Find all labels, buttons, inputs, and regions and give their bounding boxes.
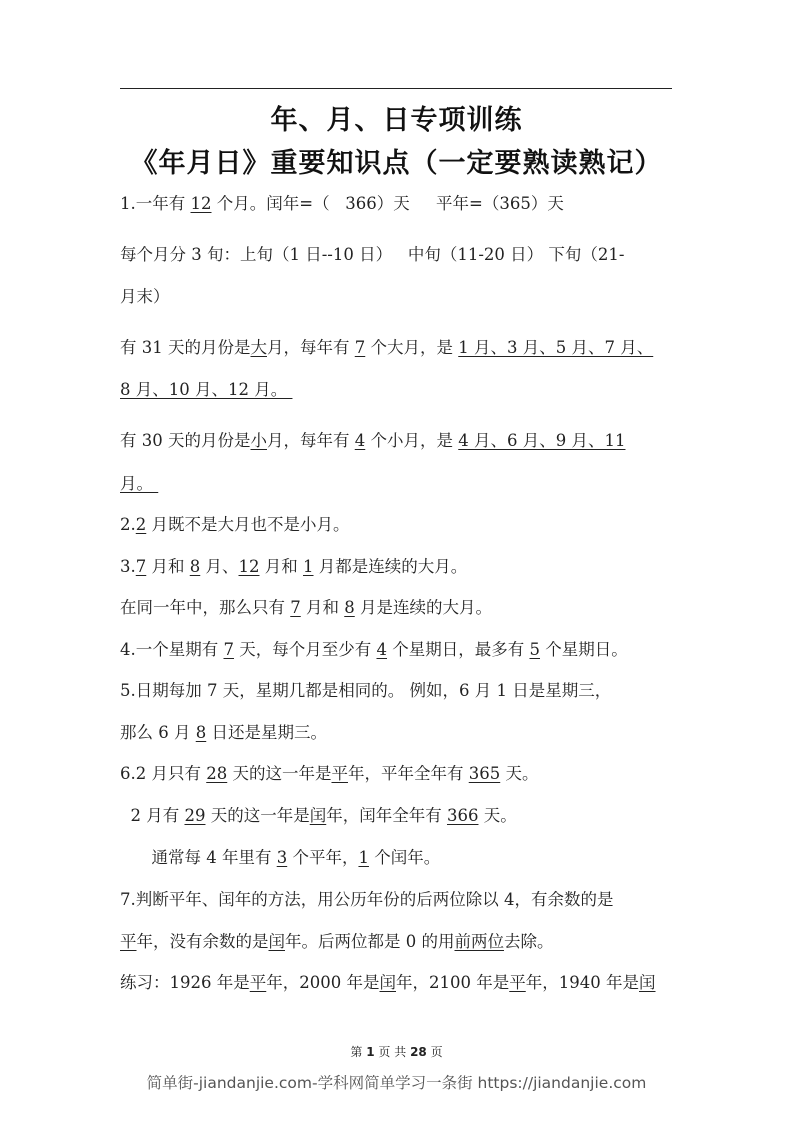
header-rule [120, 88, 672, 89]
text-line [120, 636, 628, 660]
answer-blank: 1 [358, 848, 369, 867]
answer-blank: 平 [331, 764, 348, 783]
answer-blank: 28 [206, 764, 228, 783]
answer-blank: 8 月、10 月、12 月。 [120, 380, 293, 399]
text-segment: 2 月有 [120, 806, 185, 825]
text-segment: 有 30 天的月份是 [120, 431, 251, 450]
answer-blank: 闰 [379, 973, 396, 992]
text-segment: 天。 [500, 764, 539, 783]
text-line [120, 802, 517, 826]
text-segment: 天的这一年是 [227, 764, 332, 783]
answer-blank: 4 [376, 640, 387, 659]
text-line [120, 594, 492, 618]
text-segment: 7.判断平年、闰年的方法，用公历年份的后两位除以 4，有余数的是 [120, 890, 614, 909]
text-segment: 年，平年全年有 [347, 764, 469, 783]
text-segment: 6.2 月只有 [120, 764, 207, 783]
text-line [120, 760, 538, 784]
answer-blank: 7 [223, 640, 234, 659]
answer-blank: 3 [276, 848, 288, 867]
answer-blank: 闰 [639, 973, 656, 992]
answer-blank: 月。 [120, 474, 159, 493]
answer-blank: 前两位 [454, 932, 504, 951]
text-segment: 年。后两位都是 0 的用 [285, 932, 455, 951]
text-segment: 在同一年中，那么只有 [120, 598, 291, 617]
text-segment: 月和 [259, 557, 303, 576]
text-segment: 月和 [300, 598, 345, 617]
text-segment: 月，每年有 [267, 431, 355, 450]
answer-blank: 7 [135, 557, 147, 576]
text-line [120, 334, 653, 358]
answer-blank: 2 [135, 515, 147, 534]
text-segment: 天。 [478, 806, 517, 825]
text-segment: 有 31 天的月份是 [120, 338, 251, 357]
text-line [120, 886, 614, 910]
text-segment: 月既不是大月也不是小月。 [146, 515, 350, 534]
text-segment: 月是连续的大月。 [354, 598, 492, 617]
text-segment: 4.一个星期有 [120, 640, 224, 659]
answer-blank: 闰 [268, 932, 285, 951]
page-suffix: 页 [430, 1045, 443, 1059]
text-segment: 月和 [146, 557, 190, 576]
text-segment: 个小月，是 [365, 431, 459, 450]
text-line [120, 511, 350, 535]
text-segment: 个月。闰年=（ 366）天 平年=（365）天 [211, 194, 564, 213]
answer-blank: 平 [249, 973, 267, 992]
text-line [120, 553, 467, 577]
page-number [0, 1043, 793, 1060]
text-segment: 2. [120, 515, 136, 534]
text-segment: 去除。 [504, 932, 554, 951]
answer-blank: 4 月、6 月、9 月、11 [458, 431, 626, 450]
text-segment: 3. [120, 557, 136, 576]
text-segment: 1.一年有 [120, 194, 191, 213]
page-mid: 页 共 [378, 1045, 407, 1059]
text-segment: 天的这一年是 [205, 806, 310, 825]
text-line [120, 969, 656, 993]
answer-blank: 平 [509, 973, 526, 992]
answer-blank: 7 [290, 598, 301, 617]
text-segment: 那么 6 月 [120, 723, 196, 742]
answer-blank: 5 [529, 640, 540, 659]
text-segment: 年，2000 年是 [266, 973, 380, 992]
text-segment: 月，每年有 [267, 338, 355, 357]
text-line [120, 844, 440, 868]
page-current: 1 [366, 1045, 375, 1059]
document-subtitle: 《年月日》重要知识点（一定要熟读熟记） [130, 148, 663, 179]
text-line [120, 677, 611, 701]
text-segment: 个闰年。 [368, 848, 441, 867]
site-watermark: 简单街-jiandanjie.com-学科网简单学习一条街 https://jiandanjie.com [146, 1074, 647, 1092]
answer-blank: 1 [303, 557, 314, 576]
answer-blank: 366 [446, 806, 479, 825]
document-title: 年、月、日专项训练 [270, 105, 523, 136]
text-segment: 个星期日。 [540, 640, 628, 659]
text-segment: 个大月，是 [365, 338, 459, 357]
text-segment: 通常每 4 年里有 [120, 848, 277, 867]
text-segment: 日还是星期三。 [206, 723, 327, 742]
answer-blank: 365 [468, 764, 501, 783]
text-segment: 练习：1926 年是 [120, 973, 250, 992]
text-segment: 5.日期每加 7 天，星期几都是相同的。 例如，6 月 1 日是星期三， [120, 681, 612, 700]
text-segment: 月、 [200, 557, 239, 576]
answer-blank: 7 [354, 338, 366, 357]
answer-blank: 8 [195, 723, 207, 742]
text-line [120, 283, 170, 307]
answer-blank: 8 [344, 598, 355, 617]
text-segment: 年，没有余数的是 [136, 932, 269, 951]
text-segment: 年，1940 年是 [525, 973, 639, 992]
text-segment: 个平年， [287, 848, 359, 867]
text-line [120, 241, 624, 265]
answer-blank: 12 [238, 557, 260, 576]
text-segment: 月末） [120, 287, 170, 306]
text-line [120, 190, 564, 214]
answer-blank: 4 [354, 431, 366, 450]
text-segment: 年，2100 年是 [396, 973, 510, 992]
text-segment: 个星期日，最多有 [387, 640, 530, 659]
answer-blank: 小 [250, 431, 267, 450]
text-segment: 每个月分 3 旬：上旬（1 日--10 日） 中旬（11-20 日） 下旬（21- [120, 245, 625, 264]
answer-blank: 1 月、3 月、5 月、7 月、 [458, 338, 654, 357]
answer-blank: 平 [120, 932, 137, 951]
answer-blank: 闰 [309, 806, 327, 825]
text-segment: 天，每个月至少有 [234, 640, 377, 659]
text-line [120, 470, 158, 494]
text-line [120, 928, 554, 952]
text-line [120, 427, 625, 451]
text-segment: 年，闰年全年有 [326, 806, 447, 825]
page-total: 28 [410, 1045, 427, 1059]
page-prefix: 第 [350, 1045, 363, 1059]
answer-blank: 12 [190, 194, 212, 213]
text-line [120, 719, 327, 743]
answer-blank: 大 [250, 338, 267, 357]
answer-blank: 8 [189, 557, 201, 576]
text-segment: 月都是连续的大月。 [313, 557, 468, 576]
text-line [120, 376, 292, 400]
answer-blank: 29 [184, 806, 206, 825]
